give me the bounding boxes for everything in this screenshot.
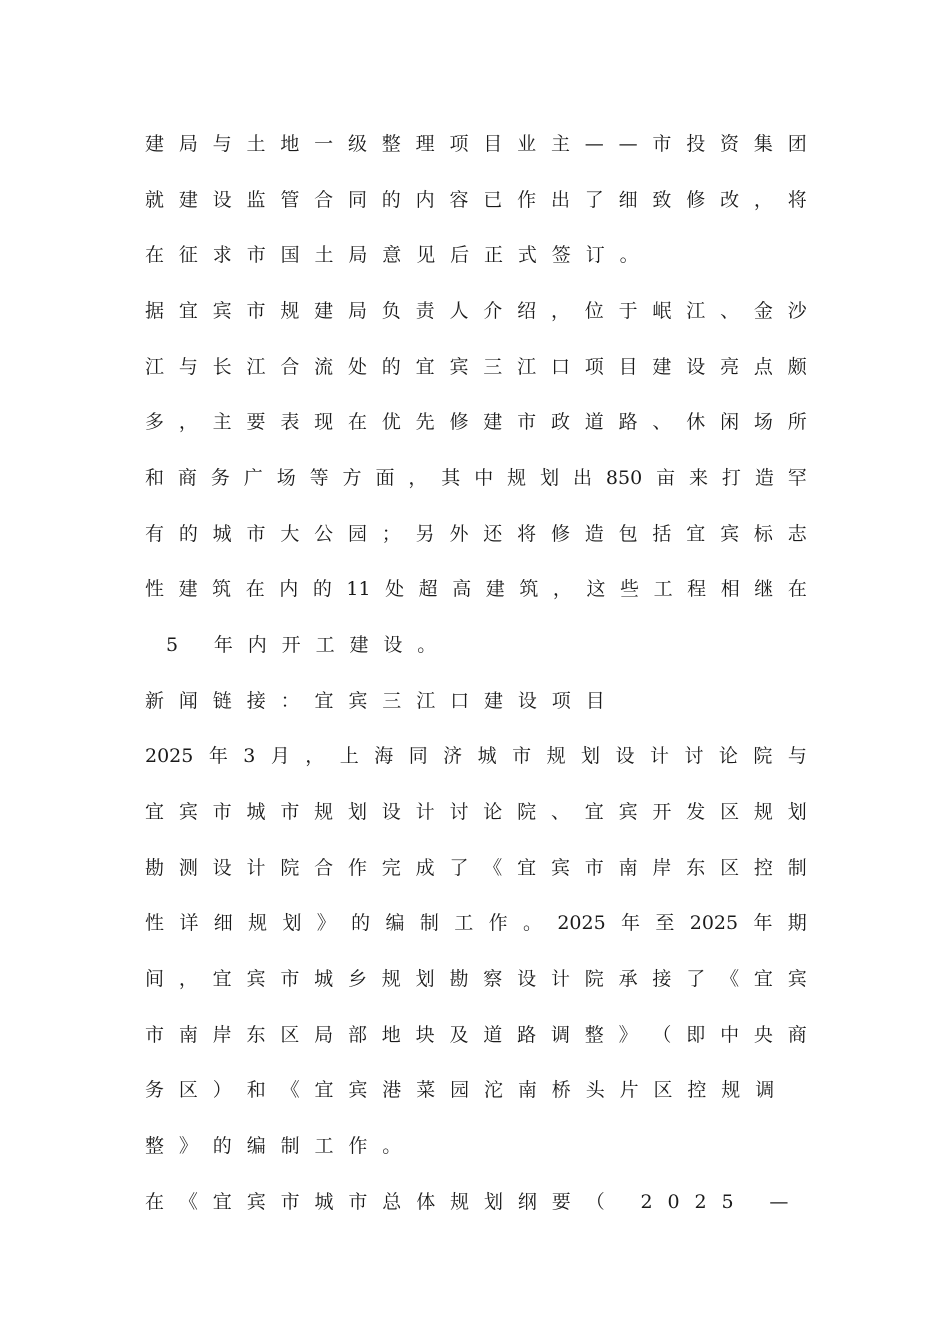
text-line: 江 与 长 江 合 流 处 的 宜 宾 三 江 口 项 目 建 设 亮 点 颇 bbox=[145, 356, 807, 378]
text-line: 多 ， 主 要 表 现 在 优 先 修 建 市 政 道 路 、 休 闲 场 所 bbox=[145, 411, 807, 433]
text-line: 新闻链接：宜宾三江口建设项目 bbox=[145, 690, 620, 712]
text-line: 性 详 细 规 划 》 的 编 制 工 作 。 2025 年 至 2025 年 期 bbox=[145, 912, 807, 934]
text-line: 在《宜宾市城市总体规划纲要（ 2025 — bbox=[145, 1191, 804, 1213]
text-line: 就 建 设 监 管 合 同 的 内 容 已 作 出 了 细 致 修 改 ， 将 bbox=[145, 189, 807, 211]
text-line: 建 局 与 土 地 一 级 整 理 项 目 业 主 — — 市 投 资 集 团 bbox=[145, 133, 807, 155]
text-line: 在征求市国土局意见后正式签订。 bbox=[145, 244, 654, 266]
text-line: 市 南 岸 东 区 局 部 地 块 及 道 路 调 整 》 （ 即 中 央 商 bbox=[145, 1024, 807, 1046]
text-line: 间 ， 宜 宾 市 城 乡 规 划 勘 察 设 计 院 承 接 了 《 宜 宾 bbox=[145, 968, 807, 990]
text-line: 2025 年 3 月 ， 上 海 同 济 城 市 规 划 设 计 讨 论 院 与 bbox=[145, 745, 807, 767]
text-line: 有 的 城 市 大 公 园 ； 另 外 还 将 修 造 包 括 宜 宾 标 志 bbox=[145, 523, 807, 545]
text-line: 勘 测 设 计 院 合 作 完 成 了 《 宜 宾 市 南 岸 东 区 控 制 bbox=[145, 857, 807, 879]
text-line: 性 建 筑 在 内 的 11 处 超 高 建 筑 ， 这 些 工 程 相 继 在 bbox=[145, 578, 807, 600]
text-line: 5 年内开工建设。 bbox=[145, 634, 452, 656]
text-line: 据 宜 宾 市 规 建 局 负 责 人 介 绍 ， 位 于 岷 江 、 金 沙 bbox=[145, 300, 807, 322]
text-line: 宜 宾 市 城 市 规 划 设 计 讨 论 院 、 宜 宾 开 发 区 规 划 bbox=[145, 801, 807, 823]
text-line: 和 商 务 广 场 等 方 面 ， 其 中 规 划 出 850 亩 来 打 造 罕 bbox=[145, 467, 807, 489]
text-line: 整》的编制工作。 bbox=[145, 1135, 417, 1157]
text-line: 务区）和《宜宾港菜园沱南桥头片区控规调 bbox=[145, 1079, 790, 1101]
